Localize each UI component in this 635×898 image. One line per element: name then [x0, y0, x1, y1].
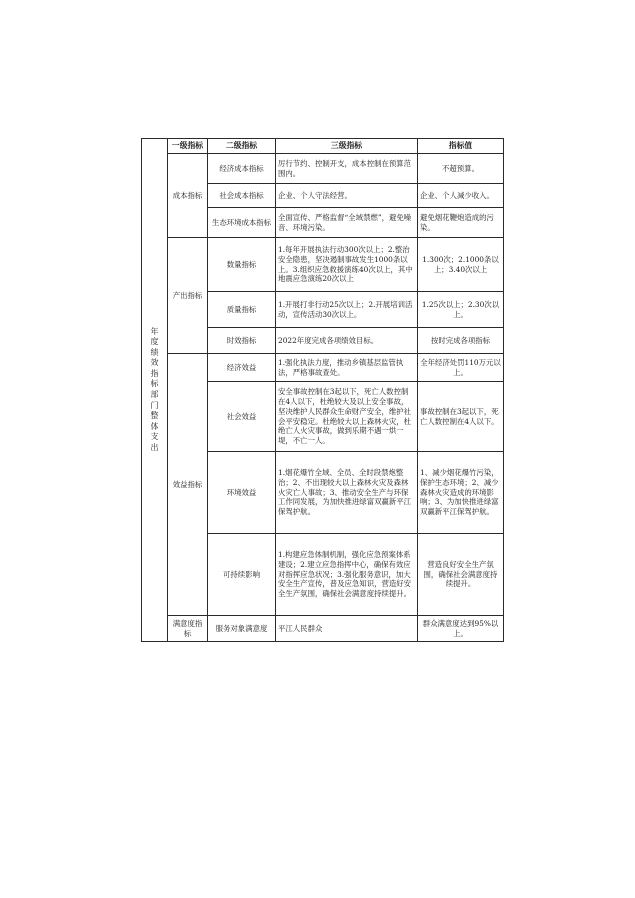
value-cell: 1.300次；2.1000条以上；3.40次以上 — [418, 238, 504, 292]
level3-cell: 全面宣传、严格监督“全域禁燃”，避免噪音、环境污染。 — [276, 208, 418, 238]
level3-cell: 安全事故控制在3起以下，死亡人数控制在4人以下，杜绝较大及以上安全事故，坚决维护人民群众生命财产安全，维护社会平安稳定。杜绝较大以上森林火灾，杜绝亡人火灾事故，做到乐期不遇一烘一堤，不亡一人。 — [276, 382, 418, 452]
level2-cell: 生态环境成本指标 — [208, 208, 276, 238]
side-title-cell — [142, 139, 168, 642]
header-level3: 三级指标 — [276, 139, 418, 154]
value-cell: 群众满意度达到95%以上。 — [418, 616, 504, 642]
level3-cell: 1.构建应急体制机制，强化应急预案体系建设；2.建立应急指挥中心，确保有效应对指挥应急状况；3.强化服务意识，加大安全生产宣传，普及应急知识，营造好安全生产氛围，确保社会满意度持续提升。 — [276, 534, 418, 616]
level3-cell: 平江人民群众 — [276, 616, 418, 642]
table-row — [142, 616, 504, 642]
level2-cell: 服务对象满意度 — [208, 616, 276, 642]
level3-cell: 1.开展打非行动25次以上；2.开展培训活动，宣传活动30次以上。 — [276, 292, 418, 328]
level2-cell: 环境效益 — [208, 452, 276, 534]
level1-benefit: 效益指标 — [168, 354, 208, 616]
level3-cell: 1.烟花爆竹全域、全员、全时段禁炮整治；2、不出现较大以上森林火灾及森林火灾亡人事故；3、推动安全生产与环保工作同发展，为加快推进绿富双赢新平江保驾护航。 — [276, 452, 418, 534]
value-cell: 全年经济处罚110万元以上。 — [418, 354, 504, 382]
level2-cell: 经济效益 — [208, 354, 276, 382]
level2-cell: 社会效益 — [208, 382, 276, 452]
level2-cell: 时效指标 — [208, 328, 276, 354]
level2-cell: 质量指标 — [208, 292, 276, 328]
level1-output: 产出指标 — [168, 238, 208, 354]
level3-cell: 企业、个人守法经营。 — [276, 184, 418, 208]
level3-cell: 厉行节约、控制开支，成本控制在预算范围内。 — [276, 154, 418, 184]
table-row — [142, 354, 504, 382]
value-cell: 事故控制在3起以下，死亡人数控制在4人以下。 — [418, 382, 504, 452]
header-level1: 一级指标 — [168, 139, 208, 154]
level2-cell: 可持续影响 — [208, 534, 276, 616]
level2-cell: 经济成本指标 — [208, 154, 276, 184]
level2-cell: 社会成本指标 — [208, 184, 276, 208]
level3-cell: 1.强化执法力度，推动乡镇基层监管执法，严格事故查处。 — [276, 354, 418, 382]
header-level2: 二级指标 — [208, 139, 276, 154]
header-value: 指标值 — [418, 139, 504, 154]
value-cell: 营造良好安全生产氛围，确保社会满意度持续提升。 — [418, 534, 504, 616]
value-cell: 按时完成各项指标 — [418, 328, 504, 354]
side-title: 年度绩效指标部门整体支出 — [150, 326, 159, 452]
level3-cell: 1.每年开展执法行动300次以上；2.整治安全隐患，坚决遏制事故发生1000条以上。3.组织应急救援演练40次以上，其中地震应急演练20次以上 — [276, 238, 418, 292]
value-cell: 1.25次以上；2.30次以上。 — [418, 292, 504, 328]
level1-cost: 成本指标 — [168, 154, 208, 238]
table-row — [142, 154, 504, 184]
value-cell: 不超预算。 — [418, 154, 504, 184]
level2-cell: 数量指标 — [208, 238, 276, 292]
value-cell: 1、减少烟花爆竹污染，保护生态环境；2、减少森林火灾造成的环境影响；3、为加快推进绿富双赢新平江保驾护航。 — [418, 452, 504, 534]
level1-satisfaction: 满意度指标 — [168, 616, 208, 642]
level3-cell: 2022年度完成各项绩效目标。 — [276, 328, 418, 354]
table-row — [142, 238, 504, 292]
performance-indicator-table — [141, 138, 504, 642]
value-cell: 避免烟花鞭炮造成的污染。 — [418, 208, 504, 238]
value-cell: 企业、个人减少收入。 — [418, 184, 504, 208]
